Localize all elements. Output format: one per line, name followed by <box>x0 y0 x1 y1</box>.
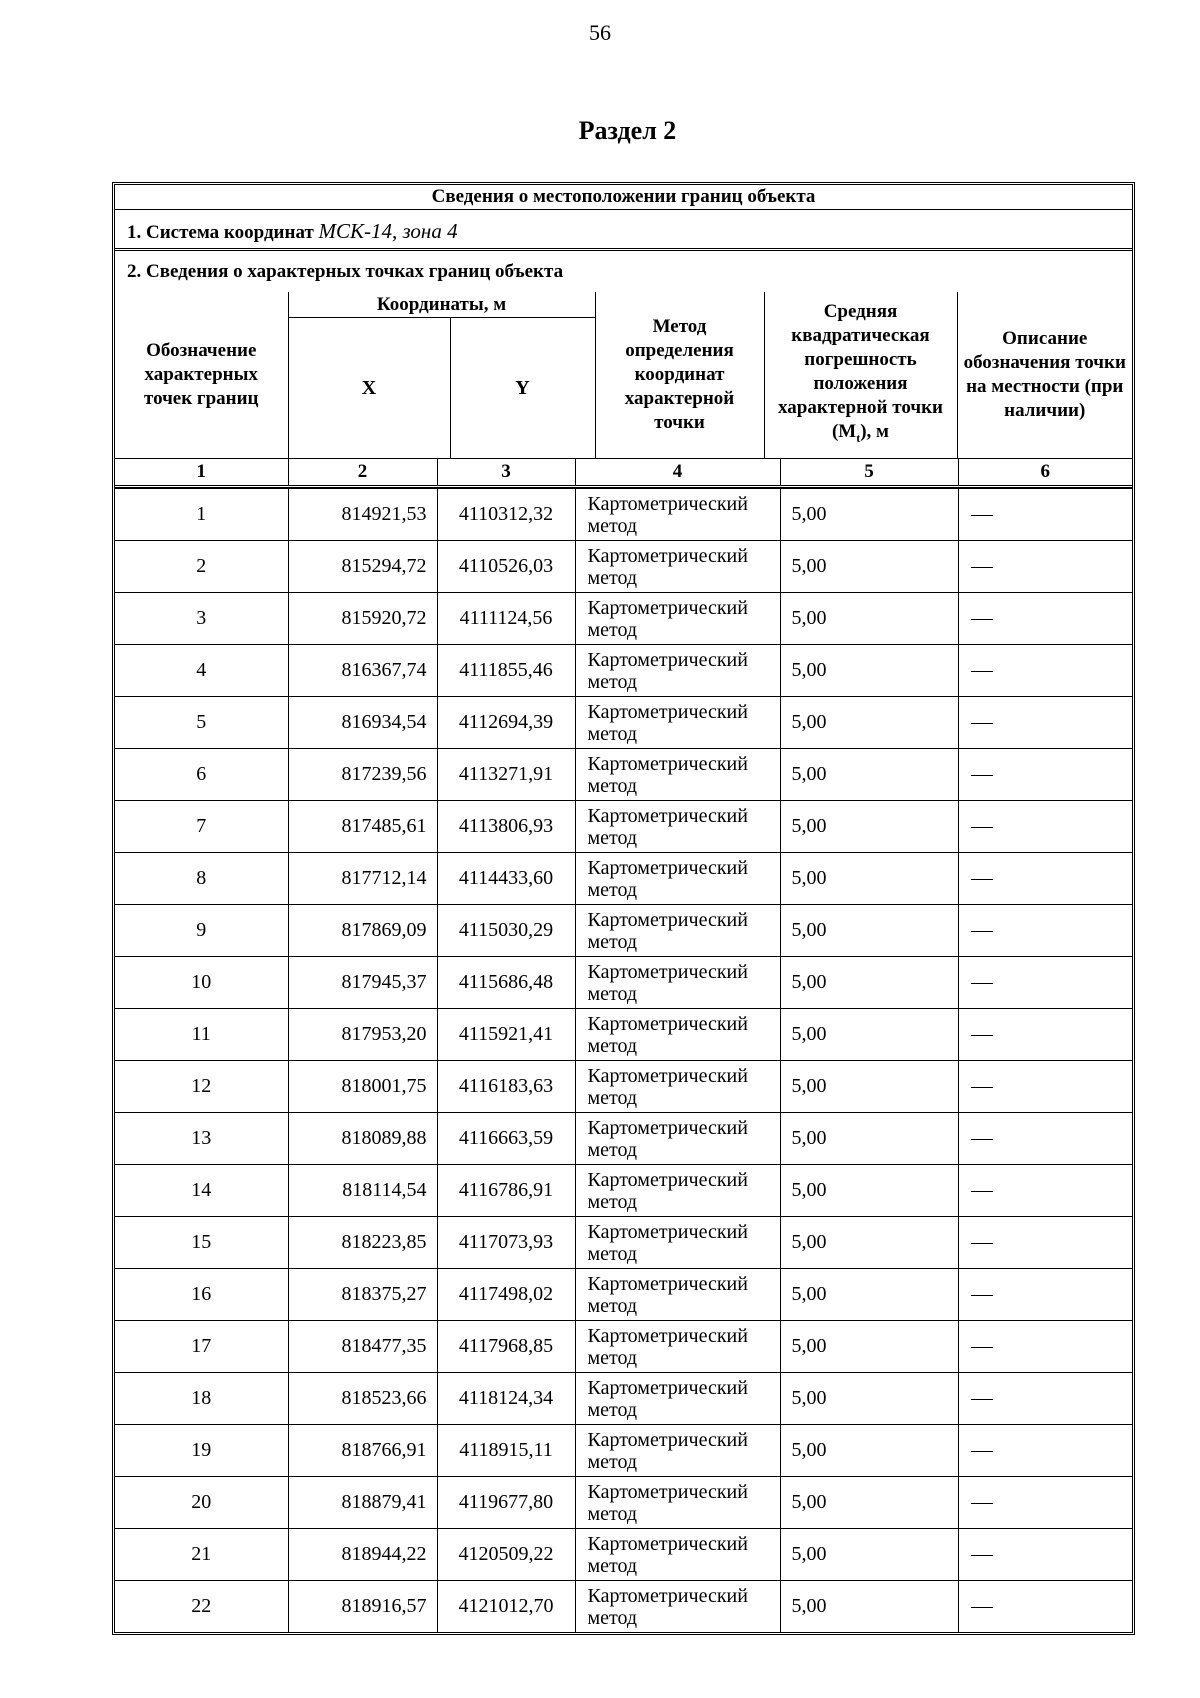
method: Картометрический метод <box>575 1581 780 1633</box>
error: 5,00 <box>780 1529 958 1581</box>
y-coordinate: 4115030,29 <box>437 905 575 957</box>
dash-mark <box>971 1347 993 1348</box>
header-error: Средняя квадратическая погрешность положения характерной точки $(M_t)$, м <box>764 292 957 459</box>
description <box>958 801 1132 853</box>
header-y: Y <box>450 318 595 459</box>
table-row <box>115 749 1132 801</box>
column-number: 5 <box>780 459 958 487</box>
method: Картометрический метод <box>575 1321 780 1373</box>
column-number: 3 <box>437 459 575 487</box>
method: Картометрический метод <box>575 1529 780 1581</box>
x-coordinate: 818916,57 <box>288 1581 437 1633</box>
table-row <box>115 1425 1132 1477</box>
point-number: 16 <box>115 1269 288 1321</box>
description <box>958 489 1132 541</box>
method: Картометрический метод <box>575 1009 780 1061</box>
error: 5,00 <box>780 1113 958 1165</box>
dash-mark <box>971 931 993 932</box>
y-coordinate: 4115921,41 <box>437 1009 575 1061</box>
dash-mark <box>971 1139 993 1140</box>
table-row <box>115 541 1132 593</box>
dash-mark <box>971 515 993 516</box>
x-coordinate: 818879,41 <box>288 1477 437 1529</box>
column-number: 1 <box>115 459 288 487</box>
header-designation: Обозначение характерных точек границ <box>115 292 288 459</box>
method: Картометрический метод <box>575 1165 780 1217</box>
column-number: 2 <box>288 459 437 487</box>
dash-mark <box>971 1451 993 1452</box>
error: 5,00 <box>780 1581 958 1633</box>
table-row <box>115 593 1132 645</box>
y-coordinate: 4118124,34 <box>437 1373 575 1425</box>
point-number: 21 <box>115 1529 288 1581</box>
table-row <box>115 801 1132 853</box>
point-number: 2 <box>115 541 288 593</box>
coordinate-system <box>115 210 1132 251</box>
boundary-table <box>112 182 1135 1635</box>
section-title: Раздел 2 <box>578 116 677 145</box>
x-coordinate: 816367,74 <box>288 645 437 697</box>
error: 5,00 <box>780 489 958 541</box>
error: 5,00 <box>780 541 958 593</box>
point-number: 8 <box>115 853 288 905</box>
point-number: 4 <box>115 645 288 697</box>
dash-mark <box>971 1243 993 1244</box>
dash-mark <box>971 567 993 568</box>
x-coordinate: 818944,22 <box>288 1529 437 1581</box>
point-number: 20 <box>115 1477 288 1529</box>
error: 5,00 <box>780 1373 958 1425</box>
table-row <box>115 1269 1132 1321</box>
dash-mark <box>971 1503 993 1504</box>
x-coordinate: 818089,88 <box>288 1113 437 1165</box>
method: Картометрический метод <box>575 1477 780 1529</box>
method: Картометрический метод <box>575 853 780 905</box>
x-coordinate: 816934,54 <box>288 697 437 749</box>
x-coordinate: 817712,14 <box>288 853 437 905</box>
dash-mark <box>971 879 993 880</box>
y-coordinate: 4110526,03 <box>437 541 575 593</box>
table-row <box>115 957 1132 1009</box>
error: 5,00 <box>780 1269 958 1321</box>
page-number: 56 <box>589 20 611 45</box>
point-number: 14 <box>115 1165 288 1217</box>
points-table <box>115 488 1132 1632</box>
y-coordinate: 4113271,91 <box>437 749 575 801</box>
table-row <box>115 1165 1132 1217</box>
point-number: 1 <box>115 489 288 541</box>
y-coordinate: 4111855,46 <box>437 645 575 697</box>
coordinate-system-label: 1. Система координат <box>127 222 314 243</box>
dash-mark <box>971 1399 993 1400</box>
dash-mark <box>971 1607 993 1608</box>
point-number: 18 <box>115 1373 288 1425</box>
header-coordinates: Координаты, м <box>288 292 595 318</box>
point-number: 9 <box>115 905 288 957</box>
error: 5,00 <box>780 905 958 957</box>
method: Картометрический метод <box>575 1217 780 1269</box>
y-coordinate: 4116663,59 <box>437 1113 575 1165</box>
method: Картометрический метод <box>575 1269 780 1321</box>
y-coordinate: 4117968,85 <box>437 1321 575 1373</box>
dash-mark <box>971 723 993 724</box>
error: 5,00 <box>780 593 958 645</box>
point-number: 13 <box>115 1113 288 1165</box>
dash-mark <box>971 1087 993 1088</box>
x-coordinate: 818375,27 <box>288 1269 437 1321</box>
y-coordinate: 4119677,80 <box>437 1477 575 1529</box>
error: 5,00 <box>780 1061 958 1113</box>
point-number: 15 <box>115 1217 288 1269</box>
description <box>958 541 1132 593</box>
table-row <box>115 697 1132 749</box>
dash-mark <box>971 775 993 776</box>
description <box>958 1269 1132 1321</box>
x-coordinate: 817953,20 <box>288 1009 437 1061</box>
x-coordinate: 817945,37 <box>288 957 437 1009</box>
error: 5,00 <box>780 1321 958 1373</box>
dash-mark <box>971 827 993 828</box>
x-coordinate: 815920,72 <box>288 593 437 645</box>
description <box>958 1321 1132 1373</box>
y-coordinate: 4112694,39 <box>437 697 575 749</box>
error: 5,00 <box>780 1425 958 1477</box>
error: 5,00 <box>780 749 958 801</box>
table-title: Сведения о местоположении границ объекта <box>115 185 1132 210</box>
x-coordinate: 818766,91 <box>288 1425 437 1477</box>
y-coordinate: 4120509,22 <box>437 1529 575 1581</box>
x-coordinate: 814921,53 <box>288 489 437 541</box>
table-row <box>115 1061 1132 1113</box>
method: Картометрический метод <box>575 957 780 1009</box>
x-coordinate: 818223,85 <box>288 1217 437 1269</box>
x-coordinate: 817485,61 <box>288 801 437 853</box>
dash-mark <box>971 983 993 984</box>
y-coordinate: 4117498,02 <box>437 1269 575 1321</box>
x-coordinate: 818001,75 <box>288 1061 437 1113</box>
method: Картометрический метод <box>575 593 780 645</box>
x-coordinate: 817239,56 <box>288 749 437 801</box>
table-row <box>115 1321 1132 1373</box>
point-number: 3 <box>115 593 288 645</box>
dash-mark <box>971 1035 993 1036</box>
point-number: 7 <box>115 801 288 853</box>
dash-mark <box>971 1555 993 1556</box>
x-coordinate: 818114,54 <box>288 1165 437 1217</box>
point-number: 12 <box>115 1061 288 1113</box>
y-coordinate: 4117073,93 <box>437 1217 575 1269</box>
method: Картометрический метод <box>575 1425 780 1477</box>
header-description: Описание обозначения точки на местности (при наличии) <box>957 292 1132 459</box>
y-coordinate: 4116786,91 <box>437 1165 575 1217</box>
table-row <box>115 853 1132 905</box>
y-coordinate: 4121012,70 <box>437 1581 575 1633</box>
dash-mark <box>971 619 993 620</box>
x-coordinate: 818523,66 <box>288 1373 437 1425</box>
method: Картометрический метод <box>575 645 780 697</box>
table-row <box>115 905 1132 957</box>
method: Картометрический метод <box>575 905 780 957</box>
description <box>958 853 1132 905</box>
description <box>958 1165 1132 1217</box>
column-number: 4 <box>575 459 780 487</box>
description <box>958 1217 1132 1269</box>
error: 5,00 <box>780 645 958 697</box>
description <box>958 697 1132 749</box>
description <box>958 905 1132 957</box>
method: Картометрический метод <box>575 1061 780 1113</box>
error: 5,00 <box>780 697 958 749</box>
description <box>958 1477 1132 1529</box>
description <box>958 593 1132 645</box>
y-coordinate: 4118915,11 <box>437 1425 575 1477</box>
table-row <box>115 1009 1132 1061</box>
point-number: 22 <box>115 1581 288 1633</box>
column-number: 6 <box>958 459 1132 487</box>
x-coordinate: 818477,35 <box>288 1321 437 1373</box>
table-row <box>115 1529 1132 1581</box>
error: 5,00 <box>780 1009 958 1061</box>
dash-mark <box>971 1295 993 1296</box>
description <box>958 1581 1132 1633</box>
dash-mark <box>971 1191 993 1192</box>
coordinate-system-value: МСК-14, зона 4 <box>318 219 458 243</box>
header-x: X <box>288 318 450 459</box>
point-number: 17 <box>115 1321 288 1373</box>
description <box>958 1009 1132 1061</box>
method: Картометрический метод <box>575 1373 780 1425</box>
method: Картометрический метод <box>575 801 780 853</box>
table-header <box>115 292 1132 459</box>
description <box>958 749 1132 801</box>
y-coordinate: 4115686,48 <box>437 957 575 1009</box>
error: 5,00 <box>780 1477 958 1529</box>
error: 5,00 <box>780 801 958 853</box>
table-row <box>115 1581 1132 1633</box>
point-number: 5 <box>115 697 288 749</box>
point-number: 19 <box>115 1425 288 1477</box>
table-row <box>115 489 1132 541</box>
table-row <box>115 645 1132 697</box>
dash-mark <box>971 671 993 672</box>
error: 5,00 <box>780 853 958 905</box>
y-coordinate: 4113806,93 <box>437 801 575 853</box>
y-coordinate: 4110312,32 <box>437 489 575 541</box>
description <box>958 1061 1132 1113</box>
description <box>958 957 1132 1009</box>
x-coordinate: 815294,72 <box>288 541 437 593</box>
table-row <box>115 1373 1132 1425</box>
method: Картометрический метод <box>575 489 780 541</box>
y-coordinate: 4116183,63 <box>437 1061 575 1113</box>
table-row <box>115 1113 1132 1165</box>
method: Картометрический метод <box>575 541 780 593</box>
method: Картометрический метод <box>575 1113 780 1165</box>
column-numbers <box>115 459 1132 488</box>
method: Картометрический метод <box>575 749 780 801</box>
table-row <box>115 1217 1132 1269</box>
description <box>958 1113 1132 1165</box>
error: 5,00 <box>780 1217 958 1269</box>
point-number: 10 <box>115 957 288 1009</box>
point-number: 11 <box>115 1009 288 1061</box>
description <box>958 645 1132 697</box>
description <box>958 1529 1132 1581</box>
description <box>958 1425 1132 1477</box>
error: 5,00 <box>780 957 958 1009</box>
y-coordinate: 4111124,56 <box>437 593 575 645</box>
method: Картометрический метод <box>575 697 780 749</box>
header-method: Метод определения координат характерной точки <box>595 292 764 459</box>
table-row <box>115 1477 1132 1529</box>
error: 5,00 <box>780 1165 958 1217</box>
x-coordinate: 817869,09 <box>288 905 437 957</box>
description <box>958 1373 1132 1425</box>
y-coordinate: 4114433,60 <box>437 853 575 905</box>
points-heading: 2. Сведения о характерных точках границ объекта <box>127 261 564 282</box>
point-number: 6 <box>115 749 288 801</box>
